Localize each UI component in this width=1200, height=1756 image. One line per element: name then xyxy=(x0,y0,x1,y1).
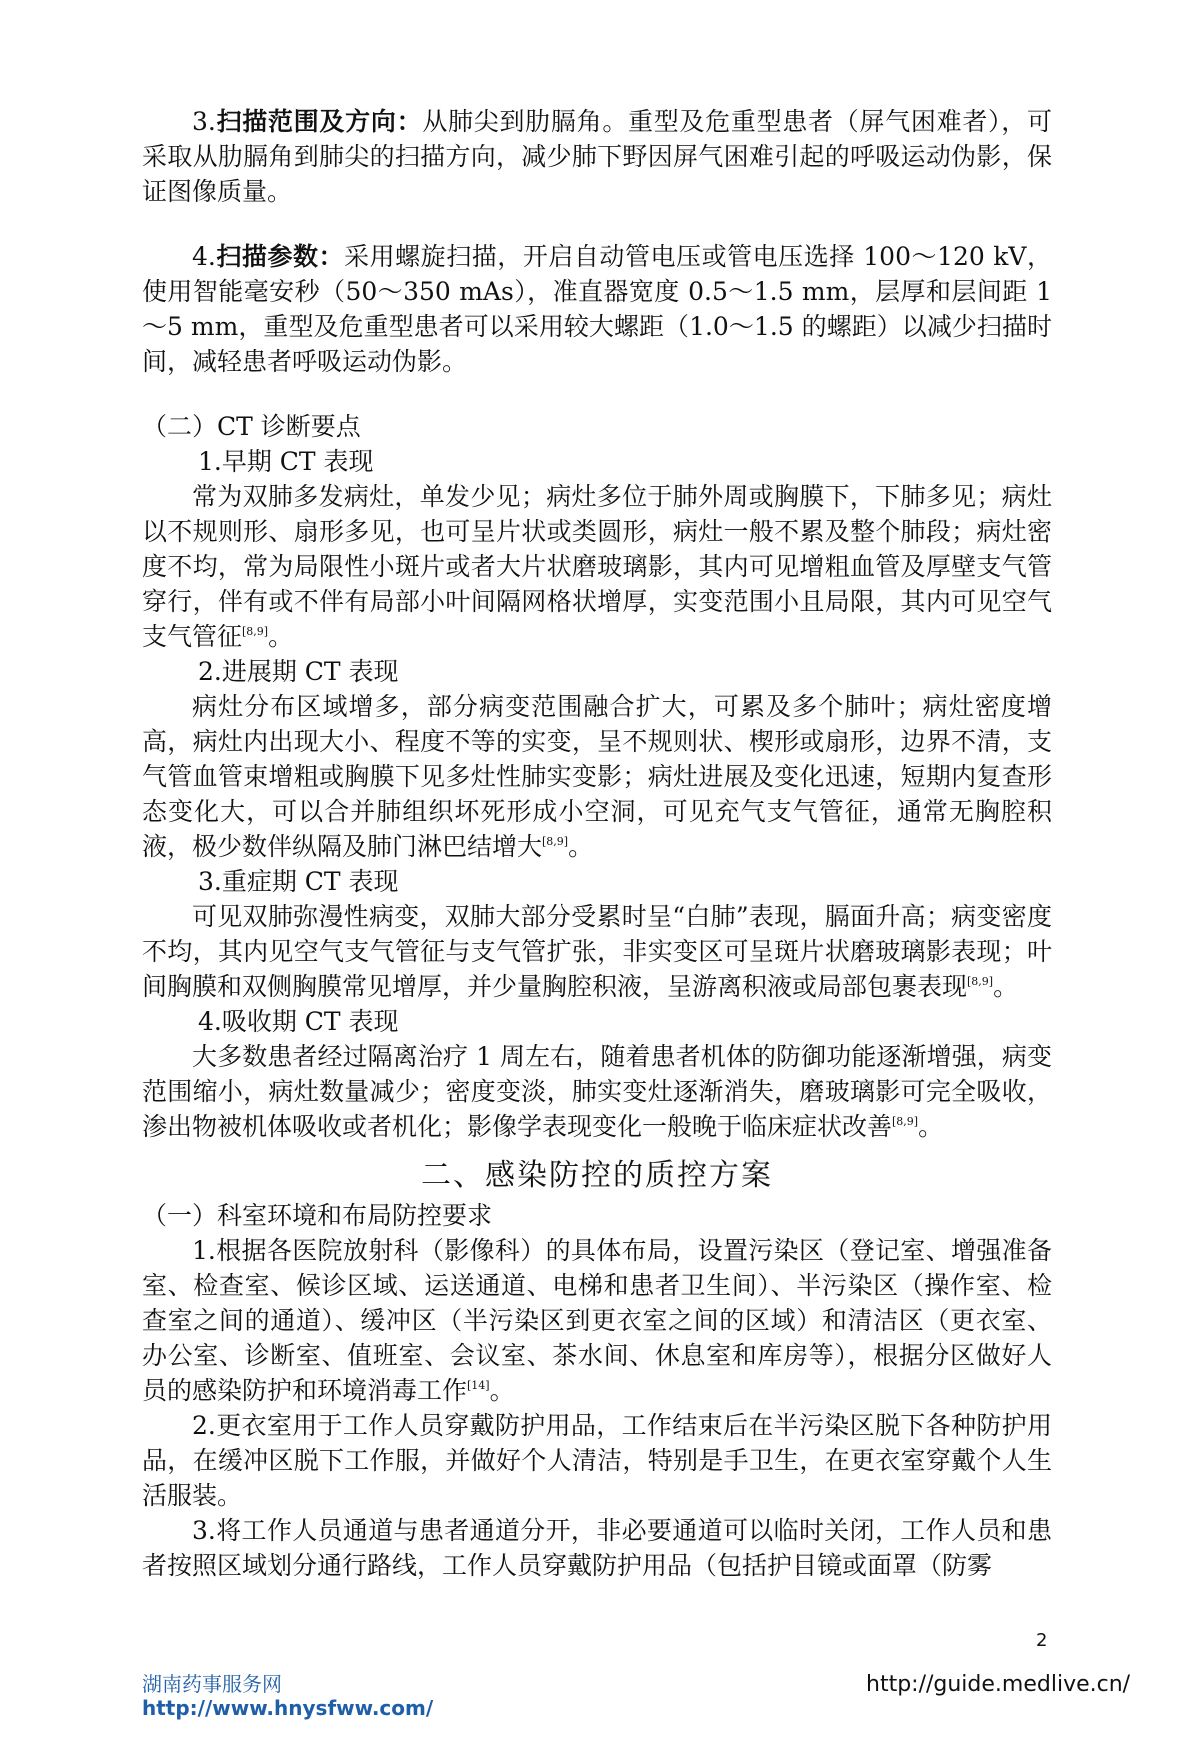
item-text: 采用螺旋扫描，开启自动管电压或管电压选择 100～120 kV，使用智能毫安秒（50～350 mAs），准直器宽度 0.5～1.5 mm，层厚和层间距 1～5 mm，重型及危重型患者可以采用较大螺距（1.0～1.5 的螺距）以减少扫描时间，减轻患者呼吸运动伪影。 xyxy=(142,242,1052,376)
early-stage-text: 常为双肺多发病灶，单发少见；病灶多位于肺外周或胸膜下，下肺多见；病灶以不规则形、扇形多见，也可呈片状或类圆形，病灶一般不累及整个肺段；病灶密度不均，常为局限性小斑片或者大片状磨玻璃影，其内可见增粗血管及厚壁支气管穿行，伴有或不伴有局部小叶间隔网格状增厚，实变范围小且局限，其内可见空气支气管征[8,9]。 xyxy=(142,482,1052,651)
chapter-heading-infection-control: 二、感染防控的质控方案 xyxy=(421,1158,773,1193)
layout-item-3: 3.将工作人员通道与患者通道分开，非必要通道可以临时关闭，工作人员和患者按照区域划分通行路线，工作人员穿戴防护用品（包括护目镜或面罩（防雾 xyxy=(142,1516,1052,1580)
item-heading: 扫描范围及方向： xyxy=(215,107,423,136)
section-heading-ct-diagnosis: （二）CT 诊断要点 xyxy=(142,412,361,441)
absorption-stage-title: 4.吸收期 CT 表现 xyxy=(198,1007,399,1036)
item-number: 4. xyxy=(192,242,216,271)
citation: [8,9] xyxy=(967,975,994,989)
citation: [8,9] xyxy=(542,835,569,849)
citation: [8,9] xyxy=(242,625,269,639)
citation: [14] xyxy=(467,1379,490,1393)
citation: [8,9] xyxy=(892,1115,919,1129)
page-body xyxy=(142,104,1052,1583)
severe-stage-text: 可见双肺弥漫性病变，双肺大部分受累时呈“白肺”表现，膈面升高；病变密度不均，其内见空气支气管征与支气管扩张，非实变区可呈斑片状磨玻璃影表现；叶间胸膜和双侧胸膜常见增厚，并少量胸腔积液，呈游离积液或局部包裹表现[8,9]。 xyxy=(142,902,1052,1001)
footer-left-link[interactable]: http://www.hnysfww.com/ xyxy=(142,1696,434,1720)
progress-stage-text: 病灶分布区域增多，部分病变范围融合扩大，可累及多个肺叶；病灶密度增高，病灶内出现大小、程度不等的实变，呈不规则状、楔形或扇形，边界不清，支气管血管束增粗或胸膜下见多灶性肺实变影；病灶进展及变化迅速，短期内复查形态变化大，可以合并肺组织坏死形成小空洞，可见充气支气管征，通常无胸腔积液，极少数伴纵隔及肺门淋巴结增大[8,9]。 xyxy=(142,692,1052,861)
scan-range-paragraph xyxy=(142,104,1052,209)
item-text: 从肺尖到肋膈角。重型及危重型患者（屏气困难者），可采取从肋膈角到肺尖的扫描方向，减少肺下野因屏气困难引起的呼吸运动伪影，保证图像质量。 xyxy=(142,107,1052,206)
layout-item-1: 1.根据各医院放射科（影像科）的具体布局，设置污染区（登记室、增强准备室、检查室、候诊区域、运送通道、电梯和患者卫生间）、半污染区（操作室、检查室之间的通道）、缓冲区（半污染区到更衣室之间的区域）和清洁区（更衣室、办公室、诊断室、值班室、会议室、茶水间、休息室和库房等），根据分区做好人员的感染防护和环境消毒工作[14]。 xyxy=(142,1236,1052,1405)
section-heading-department-layout: （一）科室环境和布局防控要求 xyxy=(142,1201,493,1230)
item-heading: 扫描参数： xyxy=(215,242,345,271)
footer-right-link[interactable]: http://guide.medlive.cn/ xyxy=(866,1672,1131,1697)
severe-stage-title: 3.重症期 CT 表现 xyxy=(198,867,399,896)
absorption-stage-text: 大多数患者经过隔离治疗 1 周左右，随着患者机体的防御功能逐渐增强，病变范围缩小，病灶数量减少；密度变淡，肺实变灶逐渐消失，磨玻璃影可完全吸收，渗出物被机体吸收或者机化；影像学表现变化一般晚于临床症状改善[8,9]。 xyxy=(142,1042,1052,1141)
scan-parameters-paragraph xyxy=(142,239,1052,379)
early-stage-title: 1.早期 CT 表现 xyxy=(198,447,374,476)
progress-stage-title: 2.进展期 CT 表现 xyxy=(198,657,399,686)
footer-site-name: 湖南药事服务网 xyxy=(142,1672,282,1696)
layout-item-2: 2.更衣室用于工作人员穿戴防护用品，工作结束后在半污染区脱下各种防护用品，在缓冲区脱下工作服，并做好个人清洁，特别是手卫生，在更衣室穿戴个人生活服装。 xyxy=(142,1411,1052,1510)
item-number: 3. xyxy=(192,107,216,136)
page-number: 2 xyxy=(1036,1630,1048,1651)
